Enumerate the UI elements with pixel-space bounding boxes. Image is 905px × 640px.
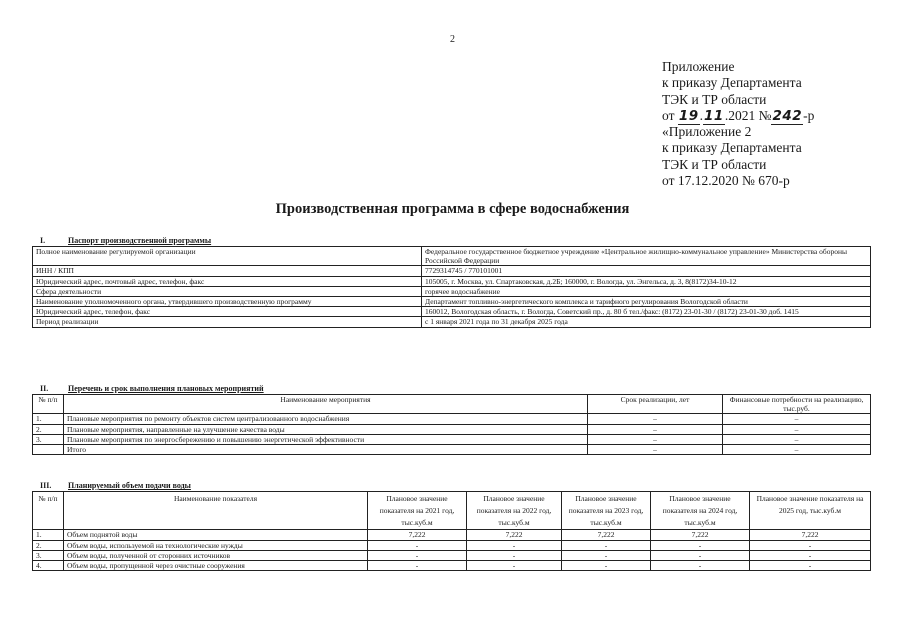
col-header-num: № п/п xyxy=(33,492,64,530)
table-row xyxy=(33,286,871,296)
measure-finance: – xyxy=(723,434,871,444)
col-header-term: Срок реализации, лет xyxy=(588,395,723,414)
page-number: 2 xyxy=(450,34,455,45)
handwritten-month: 11 xyxy=(704,107,724,124)
table-row xyxy=(33,317,871,327)
col-header-num: № п/п xyxy=(33,395,64,414)
passport-label: Сфера деятельности xyxy=(33,286,422,296)
measure-term: – xyxy=(588,445,723,455)
passport-value: 7729314745 / 770101001 xyxy=(422,266,871,276)
row-number: 3. xyxy=(33,434,64,444)
section-3-heading xyxy=(40,481,191,490)
measure-term: – xyxy=(588,424,723,434)
measure-finance: – xyxy=(723,445,871,455)
annex-line: к приказу Департамента xyxy=(662,75,802,91)
annex-line: ТЭК и ТР области xyxy=(662,156,767,172)
table-row xyxy=(33,540,871,550)
value-2024: - xyxy=(651,550,750,560)
measure-name: Плановые мероприятия, направленные на улучшение качества воды xyxy=(64,424,588,434)
date-prefix: от xyxy=(662,107,675,123)
value-2025: - xyxy=(750,550,871,560)
table-row xyxy=(33,424,871,434)
col-header-finance: Финансовые потребности на реализацию, тыс.руб. xyxy=(723,395,871,414)
value-2025: - xyxy=(750,561,871,571)
passport-value: Департамент топливно-энергетического комплекса и тарифного регулирования Вологодской области xyxy=(422,297,871,307)
passport-value: 105005, г. Москва, ул. Спартаковская, д.2Б; 160000, г. Вологда, ул. Энгельса, д. 3, 8(8172)34-10-12 xyxy=(422,276,871,286)
value-2023: 7,222 xyxy=(562,530,651,540)
passport-label: Юридический адрес, телефон, факс xyxy=(33,307,422,317)
table-row xyxy=(33,297,871,307)
passport-value: 160012, Вологодская область, г. Вологда, Советский пр., д. 80 б тел./факс: (8172) 23-01-30 / (8172) 23-01-30 доб. 1415 xyxy=(422,307,871,317)
section-number: I. xyxy=(40,236,46,245)
table-row xyxy=(33,445,871,455)
row-number xyxy=(33,445,64,455)
row-number: 2. xyxy=(33,540,64,550)
passport-label: Полное наименование регулируемой организации xyxy=(33,247,422,266)
table-row xyxy=(33,530,871,540)
table-row xyxy=(33,434,871,444)
value-2025: 7,222 xyxy=(750,530,871,540)
col-header-name: Наименование показателя xyxy=(64,492,368,530)
measure-term: – xyxy=(588,434,723,444)
passport-label: Период реализации xyxy=(33,317,422,327)
section-2-heading xyxy=(40,384,264,393)
value-2021: 7,222 xyxy=(368,530,467,540)
value-2022: 7,222 xyxy=(467,530,562,540)
value-2023: - xyxy=(562,561,651,571)
measure-finance: – xyxy=(723,414,871,424)
value-2021: - xyxy=(368,550,467,560)
passport-value: с 1 января 2021 года по 31 декабря 2025 года xyxy=(422,317,871,327)
passport-label: Юридический адрес, почтовый адрес, телефон, факс xyxy=(33,276,422,286)
table-row xyxy=(33,414,871,424)
measure-name: Плановые мероприятия по ремонту объектов систем централизованного водоснабжения xyxy=(64,414,588,424)
indicator-name: Объем поднятой воды xyxy=(64,530,368,540)
value-2022: - xyxy=(467,561,562,571)
document-title: Производственная программа в сфере водоснабжения xyxy=(275,201,630,217)
annex-line: от 17.12.2020 № 670-р xyxy=(662,173,790,189)
measure-name: Итого xyxy=(64,445,588,455)
indicator-name: Объем воды, пропущенной через очистные сооружения xyxy=(64,561,368,571)
section-number: II. xyxy=(40,384,49,393)
value-2021: - xyxy=(368,561,467,571)
section-title: Паспорт производственной программы xyxy=(68,236,212,245)
annex-line: «Приложение 2 xyxy=(662,124,752,140)
indicator-name: Объем воды, используемой на технологические нужды xyxy=(64,540,368,550)
value-2022: - xyxy=(467,550,562,560)
passport-value: Федеральное государственное бюджетное учреждение «Центральное жилищно-коммунальное управление» Министерства обороны Российской Федерации xyxy=(422,247,871,266)
passport-value: горячее водоснабжение xyxy=(422,286,871,296)
water-supply-table xyxy=(32,491,871,571)
row-number: 2. xyxy=(33,424,64,434)
date-year: .2021 № xyxy=(724,107,772,123)
section-title: Планируемый объем подачи воды xyxy=(68,481,191,490)
table-row xyxy=(33,307,871,317)
indicator-name: Объем воды, полученной от сторонних источников xyxy=(64,550,368,560)
col-header-name: Наименование мероприятия xyxy=(64,395,588,414)
row-number: 1. xyxy=(33,414,64,424)
measure-term: – xyxy=(588,414,723,424)
value-2024: - xyxy=(651,540,750,550)
table-row xyxy=(33,276,871,286)
value-2024: - xyxy=(651,561,750,571)
value-2024: 7,222 xyxy=(651,530,750,540)
row-number: 3. xyxy=(33,550,64,560)
annex-date-line: от 19.11.2021 №242-р xyxy=(662,107,815,124)
passport-table xyxy=(32,246,871,328)
section-number: III. xyxy=(40,481,52,490)
table-row xyxy=(33,550,871,560)
passport-label: Наименование уполномоченного органа, утвердившего производственную программу xyxy=(33,297,422,307)
row-number: 1. xyxy=(33,530,64,540)
table-row xyxy=(33,561,871,571)
col-header-2021: Плановое значение показателя на 2021 год, тыс.куб.м xyxy=(368,492,467,530)
value-2021: - xyxy=(368,540,467,550)
annex-line: к приказу Департамента xyxy=(662,140,802,156)
measures-table xyxy=(32,394,871,455)
value-2023: - xyxy=(562,550,651,560)
value-2023: - xyxy=(562,540,651,550)
row-number: 4. xyxy=(33,561,64,571)
section-title: Перечень и срок выполнения плановых мероприятий xyxy=(68,384,264,393)
col-header-2024: Плановое значение показателя на 2024 год, тыс.куб.м xyxy=(651,492,750,530)
measure-name: Плановые мероприятия по энергосбережению и повышению энергетической эффективности xyxy=(64,434,588,444)
measure-finance: – xyxy=(723,424,871,434)
annex-line: Приложение xyxy=(662,59,735,74)
passport-label: ИНН / КПП xyxy=(33,266,422,276)
handwritten-order-number: 242 xyxy=(772,107,803,124)
section-1-heading xyxy=(40,236,211,245)
col-header-2025: Плановое значение показателя на 2025 год, тыс.куб.м xyxy=(750,492,871,530)
handwritten-day: 19 xyxy=(678,107,699,124)
value-2025: - xyxy=(750,540,871,550)
table-row xyxy=(33,247,871,266)
col-header-2022: Плановое значение показателя на 2022 год, тыс.куб.м xyxy=(467,492,562,530)
annex-block xyxy=(662,59,902,189)
annex-line: ТЭК и ТР области xyxy=(662,91,767,107)
order-suffix: -р xyxy=(803,107,815,123)
col-header-2023: Плановое значение показателя на 2023 год, тыс.куб.м xyxy=(562,492,651,530)
table-row xyxy=(33,266,871,276)
value-2022: - xyxy=(467,540,562,550)
